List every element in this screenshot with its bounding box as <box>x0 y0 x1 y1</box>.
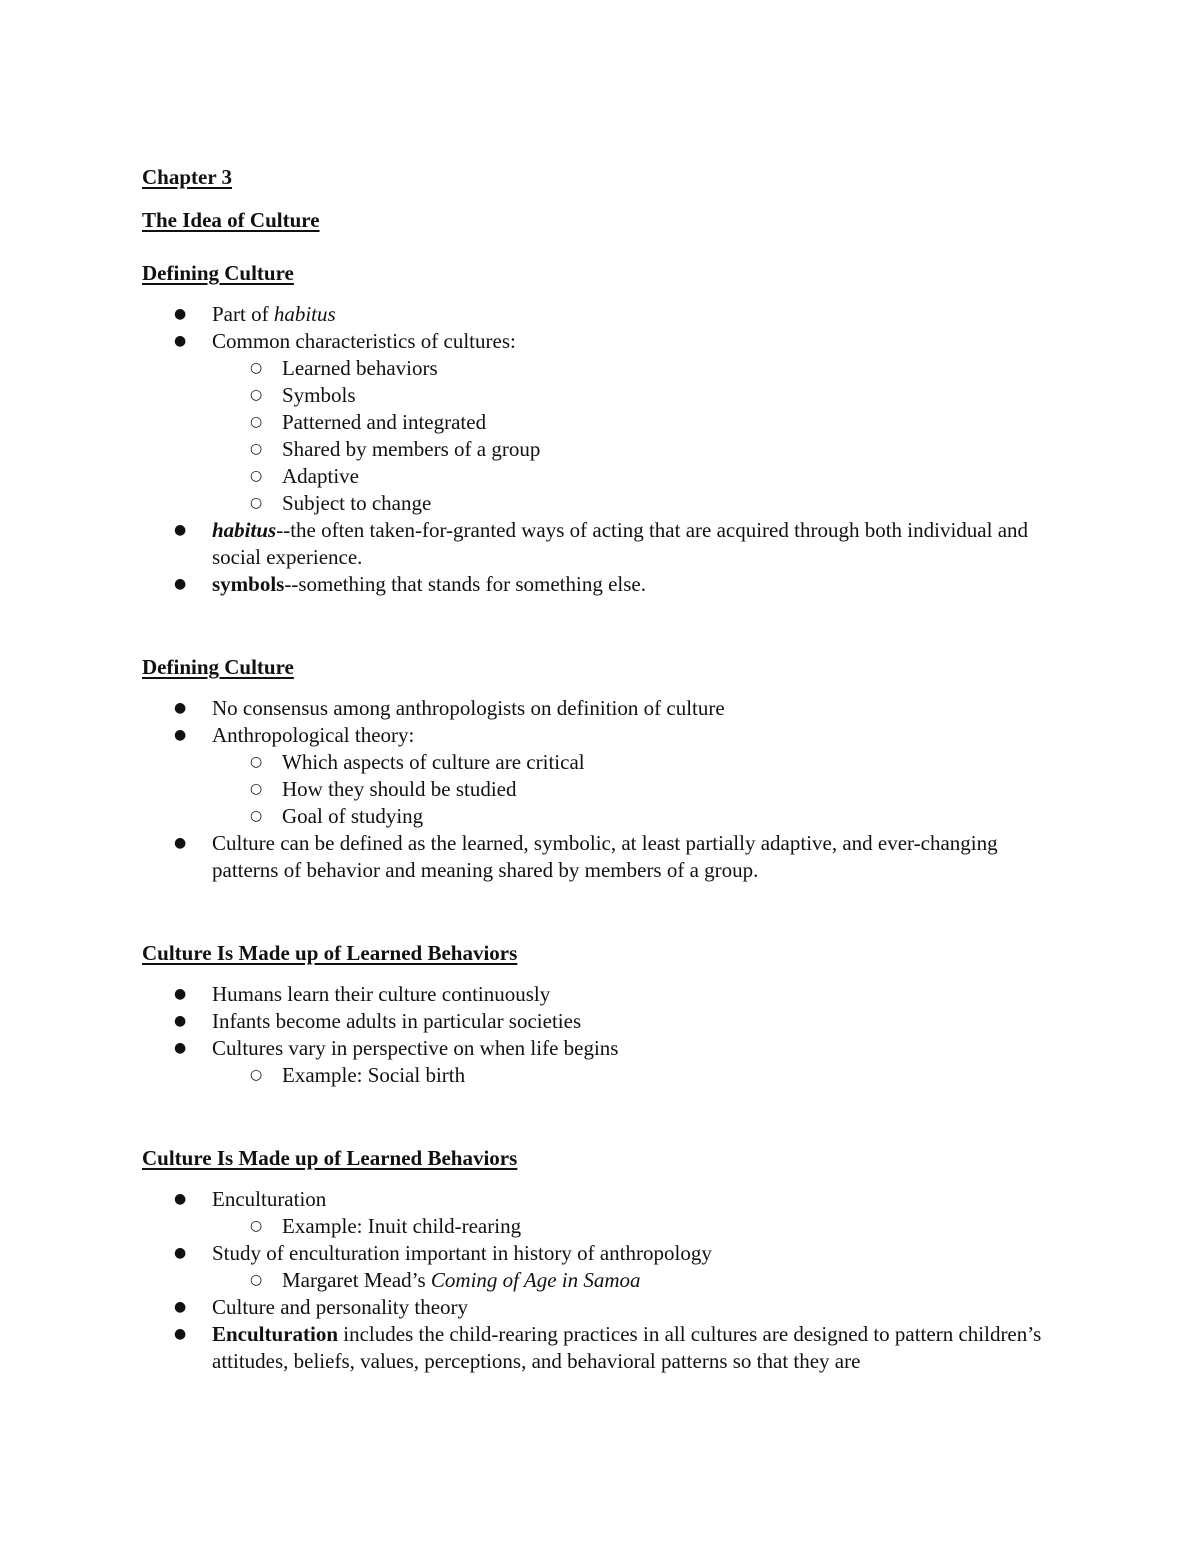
mead-prefix: Margaret Mead’s <box>282 1268 431 1292</box>
sub-list <box>212 749 1062 830</box>
habitus-definition: --the often taken-for-granted ways of acting that are acquired through both individual and social experience. <box>212 518 1029 569</box>
sub-list-item: ○ How they should be studied <box>212 776 1062 803</box>
sub-list-item <box>212 1267 1062 1294</box>
bullet-list <box>142 1186 1062 1375</box>
sub-list <box>212 1267 1062 1294</box>
bullet-list <box>142 695 1062 884</box>
sub-list-item: ○ Learned behaviors <box>212 355 1062 382</box>
list-item <box>142 571 1062 598</box>
list-item <box>142 1035 1062 1089</box>
sub-list <box>212 1213 1062 1240</box>
list-item-text: Cultures vary in perspective on when life begins <box>212 1036 619 1060</box>
sub-list <box>212 355 1062 517</box>
sub-list-item: ○ Example: Social birth <box>212 1062 1062 1089</box>
term-enculturation: Enculturation <box>212 1322 339 1346</box>
list-item <box>142 1240 1062 1294</box>
book-title: Coming of Age in Samoa <box>430 1268 641 1292</box>
page-title: The Idea of Culture <box>142 208 320 232</box>
list-item <box>142 328 1062 517</box>
term-habitus-bold: habitus <box>212 518 277 542</box>
list-item <box>142 517 1062 571</box>
section-heading: Defining Culture <box>142 655 294 679</box>
sub-list-item: ○ Which aspects of culture are critical <box>212 749 1062 776</box>
sub-list <box>212 1062 1062 1089</box>
list-item: ● No consensus among anthropologists on definition of culture <box>142 695 1062 722</box>
sub-list-item: ○ Subject to change <box>212 490 1062 517</box>
section-defining-culture-2 <box>142 654 1062 884</box>
list-item <box>142 1321 1062 1375</box>
symbols-definition: --something that stands for something else. <box>284 572 646 596</box>
sub-list-item: ○ Shared by members of a group <box>212 436 1062 463</box>
list-item <box>142 722 1062 830</box>
list-item: ● Culture and personality theory <box>142 1294 1062 1321</box>
chapter-heading: Chapter 3 <box>142 165 233 189</box>
list-item: ● Culture can be defined as the learned, symbolic, at least partially adaptive, and ever-changing patterns of behavior and meaning shared by members of a group. <box>142 830 1062 884</box>
list-item-text: Common characteristics of cultures: <box>212 329 516 353</box>
section-learned-behaviors-1 <box>142 940 1062 1089</box>
list-item-text: Part of <box>212 302 274 326</box>
sub-list-item: ○ Symbols <box>212 382 1062 409</box>
section-heading: Culture Is Made up of Learned Behaviors <box>142 941 518 965</box>
list-item-text: Study of enculturation important in history of anthropology <box>212 1241 712 1265</box>
enculturation-definition: includes the child-rearing practices in all cultures are designed to pattern children’s attitudes, beliefs, values, perceptions, and behavioral patterns so that they are <box>212 1322 1042 1373</box>
sub-list-item: ○ Example: Inuit child-rearing <box>212 1213 1062 1240</box>
list-item: ● Infants become adults in particular societies <box>142 1008 1062 1035</box>
section-defining-culture-1 <box>142 260 1062 598</box>
bullet-list <box>142 981 1062 1089</box>
sub-list-item: ○ Adaptive <box>212 463 1062 490</box>
sub-list-item: ○ Patterned and integrated <box>212 409 1062 436</box>
list-item: ● Humans learn their culture continuously <box>142 981 1062 1008</box>
list-item-text: Enculturation <box>212 1187 327 1211</box>
list-item <box>142 1186 1062 1240</box>
section-heading: Defining Culture <box>142 261 294 285</box>
list-item-text: Anthropological theory: <box>212 723 415 747</box>
term-symbols: symbols <box>212 572 285 596</box>
bullet-list <box>142 301 1062 598</box>
section-learned-behaviors-2 <box>142 1145 1062 1375</box>
document-page <box>142 164 1062 1375</box>
section-heading: Culture Is Made up of Learned Behaviors <box>142 1146 518 1170</box>
term-habitus: habitus <box>273 302 336 326</box>
list-item <box>142 301 1062 328</box>
sub-list-item: ○ Goal of studying <box>212 803 1062 830</box>
